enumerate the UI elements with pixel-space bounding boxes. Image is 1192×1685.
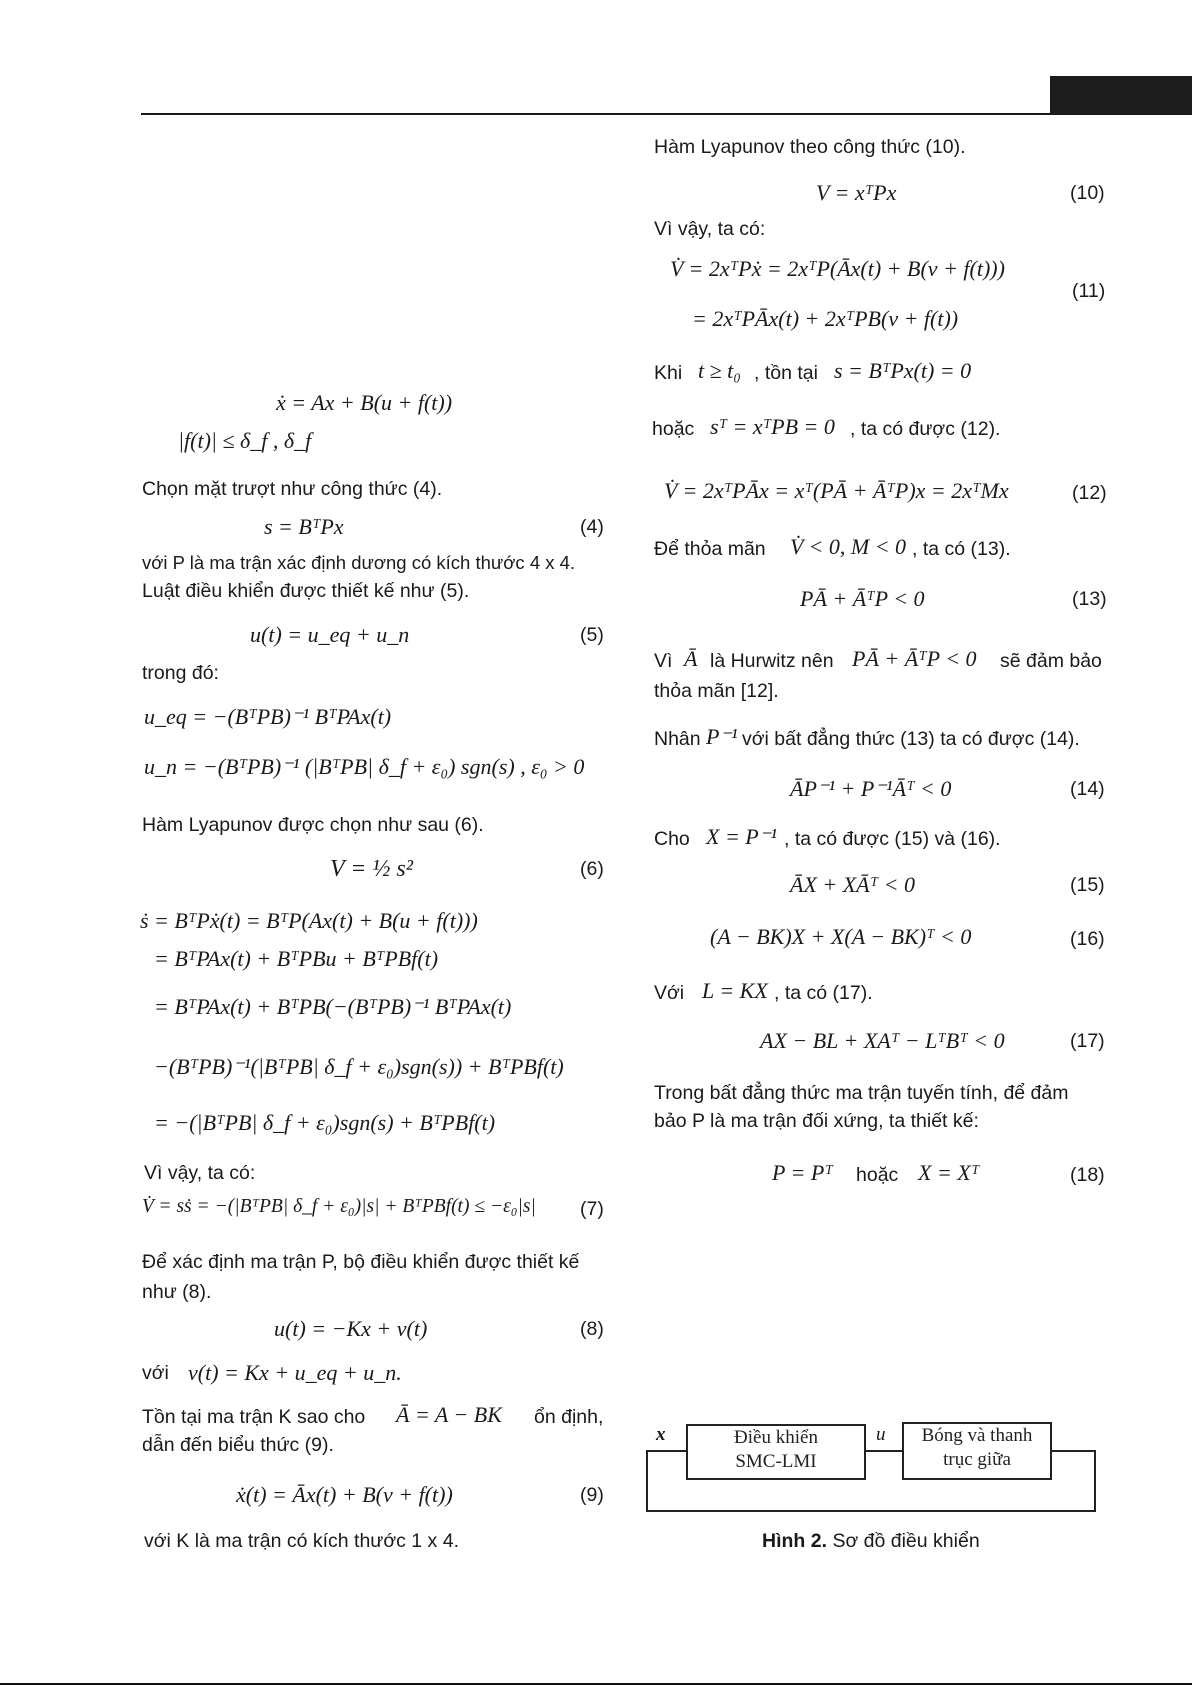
header-tab (1050, 76, 1192, 115)
equation-t-ge-t0: t ≥ t₀ (698, 358, 741, 383)
plant-block-line-1: Bóng và thanh (921, 1425, 1033, 1446)
equation-12: V̇ = 2xᵀPĀx = xᵀ(PĀ + ĀᵀP)x = 2xᵀMx (664, 478, 1009, 503)
paragraph-with-L-a: Với (654, 982, 685, 1004)
paragraph-where: trong đó: (142, 662, 219, 684)
equation-16-number: (16) (1070, 928, 1105, 950)
equation-17: AX − BL + XAᵀ − LᵀBᵀ < 0 (760, 1028, 1005, 1053)
paragraph-or-suffix: , ta có được (12). (850, 418, 1001, 440)
paragraph-or-prefix: hoặc (652, 418, 695, 440)
equation-V-dot-negative: V̇ < 0, M < 0 (790, 534, 907, 559)
figure-caption-text: Sơ đồ điều khiển (832, 1530, 980, 1552)
equation-u-eq: u_eq = −(BᵀPB)⁻¹ BᵀPAx(t) (144, 704, 392, 729)
plant-block (902, 1422, 1052, 1480)
equation-15: ĀX + XĀᵀ < 0 (790, 872, 915, 897)
system-equation-2: |f(t)| ≤ δ_f , δ_f (178, 428, 312, 453)
equation-10-number: (10) (1070, 182, 1105, 204)
paragraph-K-size: với K là ma trận có kích thước 1 x 4. (144, 1530, 459, 1552)
equation-A-bar-hurwitz: Ā (684, 646, 698, 671)
equation-L-def: L = KX (702, 978, 768, 1003)
equation-v-definition: v(t) = Kx + u_eq + u_n. (188, 1360, 402, 1385)
paragraph-sliding-surface: Chọn mặt trượt như công thức (4). (142, 478, 443, 500)
feedback-line-left (646, 1450, 648, 1512)
equation-8: u(t) = −Kx + v(t) (274, 1316, 428, 1341)
paragraph-leads-to-9: dẫn đến biểu thức (9). (142, 1434, 334, 1456)
equation-X-def: X = P⁻¹ (706, 824, 777, 849)
equation-12-number: (12) (1072, 482, 1107, 504)
equation-17-number: (17) (1070, 1030, 1105, 1052)
paragraph-with-L-c: , ta có (17). (774, 982, 873, 1004)
equation-5: u(t) = u_eq + u_n (250, 622, 410, 647)
equation-s-dot-line-3: = BᵀPAx(t) + BᵀPB(−(BᵀPB)⁻¹ BᵀPAx(t) (154, 994, 512, 1019)
equation-s-zero: s = BᵀPx(t) = 0 (834, 358, 972, 383)
paragraph-when-exists: , tồn tại (754, 362, 818, 384)
figure-caption-label: Hình 2. (762, 1530, 828, 1552)
paragraph-satisfy-prefix: Để thỏa mãn (654, 538, 766, 560)
paragraph-lyapunov-chosen: Hàm Lyapunov được chọn như sau (6). (142, 814, 484, 836)
equation-s-dot-line-4: −(BᵀPB)⁻¹(|BᵀPB| δ_f + ε₀)sgn(s)) + BᵀPBf(t) (154, 1054, 564, 1079)
input-signal-line (646, 1450, 686, 1452)
equation-18-X: X = Xᵀ (918, 1160, 980, 1185)
paragraph-hurwitz-a: Vì (654, 650, 673, 672)
equation-A-bar: Ā = A − BK (396, 1402, 502, 1427)
equation-9: ẋ(t) = Āx(t) + B(v + f(t)) (236, 1482, 453, 1507)
equation-11-line-1: V̇ = 2xᵀPẋ = 2xᵀP(Āx(t) + B(v + f(t))) (670, 256, 1005, 281)
equation-10: V = xᵀPx (816, 180, 897, 205)
controller-block-line-2: SMC-LMI (735, 1451, 817, 1472)
equation-4: s = BᵀPx (264, 514, 344, 539)
paragraph-hurwitz-2: thỏa mãn [12]. (654, 680, 779, 702)
equation-13: PĀ + ĀᵀP < 0 (800, 586, 925, 611)
paragraph-multiply-c: với bất đẳng thức (13) ta có được (14). (742, 728, 1080, 750)
equation-14: ĀP⁻¹ + P⁻¹Āᵀ < 0 (790, 776, 952, 801)
equation-s-dot-line-1: ṡ = BᵀPẋ(t) = BᵀP(Ax(t) + B(u + f(t))) (140, 908, 478, 933)
paragraph-control-law: Luật điều khiển được thiết kế như (5). (142, 580, 470, 602)
paragraph-determine-P: Để xác định ma trận P, bộ điều khiển được thiết kế như (8). (142, 1251, 580, 1303)
paragraph-with-v-prefix: với (142, 1362, 169, 1384)
paragraph-exists-K-stable: ổn định, (534, 1406, 604, 1428)
equation-9-number: (9) (580, 1484, 604, 1506)
feedback-line-right (1094, 1450, 1096, 1512)
paragraph-lmi-line-1: Trong bất đẳng thức ma trận tuyến tính, để đảm (654, 1082, 1069, 1104)
system-equation-1: ẋ = Ax + B(u + f(t)) (276, 390, 453, 415)
paragraph-P-definition: với P là ma trận xác định dương có kích thước 4 x 4. (142, 552, 576, 573)
equation-11-number: (11) (1072, 280, 1106, 302)
equation-18-or: hoặc (856, 1164, 899, 1186)
equation-6-number: (6) (580, 858, 604, 880)
figure-caption (762, 1530, 980, 1553)
equation-7-number: (7) (580, 1198, 604, 1220)
equation-s-dot-line-2: = BᵀPAx(t) + BᵀPBu + BᵀPBf(t) (154, 946, 439, 971)
equation-15-number: (15) (1070, 874, 1105, 896)
control-signal-label: u (876, 1424, 886, 1445)
paragraph-when-prefix: Khi (654, 362, 683, 384)
equation-u-n: u_n = −(BᵀPB)⁻¹ (|BᵀPB| δ_f + ε₀) sgn(s) , ε₀ > 0 (144, 754, 585, 779)
control-signal-line (864, 1450, 902, 1452)
header-rule (141, 113, 1191, 115)
feedback-line-bottom (646, 1510, 1096, 1512)
paragraph-lmi-line-2: bảo P là ma trận đối xứng, ta thiết kế: (654, 1110, 979, 1132)
paragraph-multiply-a: Nhân (654, 728, 701, 750)
equation-18-P: P = Pᵀ (772, 1160, 833, 1185)
paragraph-exists-K: Tồn tại ma trận K sao cho (142, 1406, 366, 1428)
paragraph-therefore-left: Vì vậy, ta có: (144, 1162, 256, 1184)
equation-hurwitz-inequality: PĀ + ĀᵀP < 0 (852, 646, 977, 671)
paragraph-let-c: , ta có được (15) và (16). (784, 828, 1001, 850)
plant-block-line-2: trục giữa (943, 1449, 1011, 1470)
input-signal-label: x (656, 1424, 666, 1445)
equation-4-number: (4) (580, 516, 604, 538)
equation-16: (A − BK)X + X(A − BK)ᵀ < 0 (710, 924, 972, 949)
paragraph-satisfy-suffix: , ta có (13). (912, 538, 1011, 560)
paragraph-hurwitz-e: sẽ đảm bảo (1000, 650, 1102, 672)
equation-13-number: (13) (1072, 588, 1107, 610)
output-signal-line (1050, 1450, 1096, 1452)
equation-P-inverse: P⁻¹ (706, 724, 738, 749)
paragraph-let-a: Cho (654, 828, 690, 850)
equation-14-number: (14) (1070, 778, 1105, 800)
controller-block-line-1: Điều khiển (734, 1427, 818, 1448)
paragraph-lyapunov-formula: Hàm Lyapunov theo công thức (10). (654, 136, 966, 158)
controller-block (686, 1424, 866, 1480)
equation-11-line-2: = 2xᵀPĀx(t) + 2xᵀPB(v + f(t)) (692, 306, 959, 331)
equation-s-dot-line-5: = −(|BᵀPB| δ_f + ε₀)sgn(s) + BᵀPBf(t) (154, 1110, 496, 1135)
equation-7: V̇ = sṡ = −(|BᵀPB| δ_f + ε₀)|s| + BᵀPBf(t) ≤ −ε₀|s| (142, 1196, 536, 1217)
equation-6: V = ½ s² (330, 856, 413, 882)
equation-sT-zero: sᵀ = xᵀPB = 0 (710, 414, 835, 439)
equation-8-number: (8) (580, 1318, 604, 1340)
equation-18-number: (18) (1070, 1164, 1105, 1186)
paragraph-therefore-right: Vì vậy, ta có: (654, 218, 766, 240)
paragraph-hurwitz-c: là Hurwitz nên (710, 650, 834, 672)
equation-5-number: (5) (580, 624, 604, 646)
